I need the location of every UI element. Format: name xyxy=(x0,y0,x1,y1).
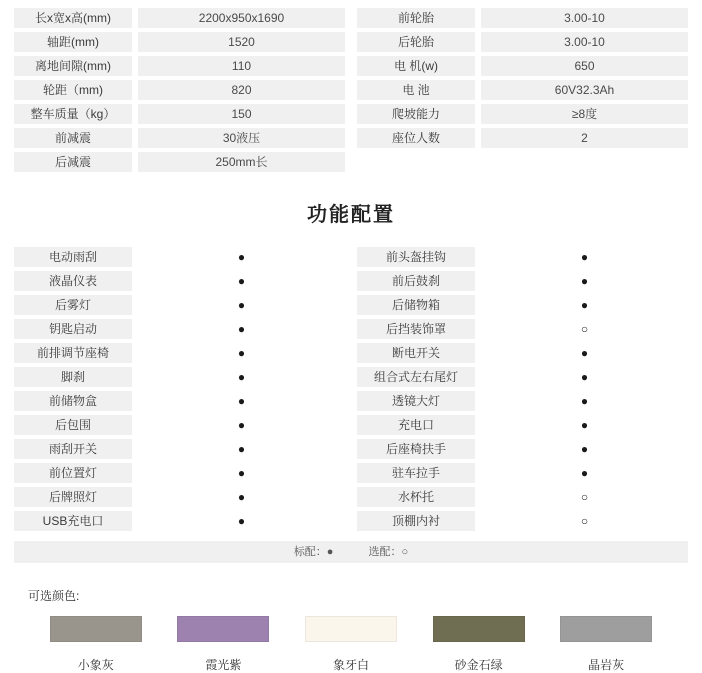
feature-mark: ● xyxy=(580,370,589,384)
feature-row xyxy=(357,319,688,339)
color-swatch[interactable] xyxy=(50,616,142,642)
feature-mark: ● xyxy=(580,250,589,264)
color-swatch-item[interactable] xyxy=(415,616,543,673)
spec-value: 2200x950x1690 xyxy=(138,8,345,28)
spec-row-empty xyxy=(357,152,688,172)
feature-label: 驻车拉手 xyxy=(357,463,475,483)
spec-label: 长x宽x高(mm) xyxy=(14,8,132,28)
spec-row xyxy=(357,104,688,124)
color-swatch-label: 砂金石绿 xyxy=(454,658,503,672)
feature-row xyxy=(14,247,345,267)
spec-value: 1520 xyxy=(138,32,345,52)
spec-label xyxy=(357,152,475,172)
color-swatch-label: 象牙白 xyxy=(332,658,369,672)
feature-row xyxy=(14,367,345,387)
feature-label: 水杯托 xyxy=(357,487,475,507)
spec-label: 前轮胎 xyxy=(357,8,475,28)
feature-mark: ○ xyxy=(580,490,589,504)
color-swatch-row xyxy=(14,616,688,673)
feature-mark: ● xyxy=(580,274,589,288)
spec-value: 250mm长 xyxy=(138,152,345,172)
feature-label: 后包围 xyxy=(14,415,132,435)
feature-mark: ● xyxy=(237,346,246,360)
feature-label: 后挡装饰罩 xyxy=(357,319,475,339)
color-swatch[interactable] xyxy=(433,616,525,642)
legend-bar xyxy=(14,541,688,563)
spec-value: 3.00-10 xyxy=(481,8,688,28)
spec-value: 150 xyxy=(138,104,345,124)
spec-row xyxy=(357,32,688,52)
feature-row xyxy=(357,487,688,507)
feature-mark: ● xyxy=(237,274,246,288)
feature-mark: ● xyxy=(237,322,246,336)
feature-left-column xyxy=(14,247,345,535)
legend-optional: 选配：○ xyxy=(368,546,409,558)
spec-label: 后减震 xyxy=(14,152,132,172)
spec-value: 2 xyxy=(481,128,688,148)
spec-label: 轴距(mm) xyxy=(14,32,132,52)
feature-row xyxy=(14,319,345,339)
color-swatch-item[interactable] xyxy=(160,616,288,673)
feature-row xyxy=(357,415,688,435)
feature-label: 前位置灯 xyxy=(14,463,132,483)
feature-mark: ● xyxy=(237,370,246,384)
feature-mark: ● xyxy=(237,442,246,456)
feature-label: 后座椅扶手 xyxy=(357,439,475,459)
feature-row xyxy=(14,295,345,315)
feature-row xyxy=(14,487,345,507)
spec-value xyxy=(481,152,688,172)
color-swatch-label: 霞光紫 xyxy=(205,658,242,672)
spec-table xyxy=(0,0,702,176)
feature-label: USB充电口 xyxy=(14,511,132,531)
spec-row xyxy=(14,104,345,124)
feature-mark: ● xyxy=(237,514,246,528)
feature-row xyxy=(14,415,345,435)
feature-label: 前头盔挂钩 xyxy=(357,247,475,267)
feature-label: 电动雨刮 xyxy=(14,247,132,267)
feature-row xyxy=(14,391,345,411)
feature-label: 雨刮开关 xyxy=(14,439,132,459)
feature-row xyxy=(357,463,688,483)
spec-row xyxy=(357,8,688,28)
feature-mark: ● xyxy=(580,418,589,432)
spec-value: 30液压 xyxy=(138,128,345,148)
spec-row xyxy=(357,56,688,76)
feature-row xyxy=(357,295,688,315)
feature-label: 顶棚内衬 xyxy=(357,511,475,531)
feature-grid xyxy=(14,247,688,535)
feature-mark: ● xyxy=(580,466,589,480)
feature-table xyxy=(0,247,702,535)
spec-label: 后轮胎 xyxy=(357,32,475,52)
feature-mark: ● xyxy=(580,442,589,456)
spec-row xyxy=(14,32,345,52)
spec-right-column xyxy=(357,8,688,176)
spec-row xyxy=(357,128,688,148)
feature-label: 液晶仪表 xyxy=(14,271,132,291)
feature-label: 前储物盒 xyxy=(14,391,132,411)
color-swatch[interactable] xyxy=(305,616,397,642)
feature-mark: ● xyxy=(237,394,246,408)
feature-row xyxy=(357,367,688,387)
spec-label: 轮距（mm) xyxy=(14,80,132,100)
color-swatch-item[interactable] xyxy=(542,616,670,673)
color-swatch[interactable] xyxy=(177,616,269,642)
feature-row xyxy=(357,439,688,459)
feature-mark: ● xyxy=(580,346,589,360)
color-options-title: 可选颜色: xyxy=(28,589,80,603)
spec-label: 电 机(w) xyxy=(357,56,475,76)
feature-row xyxy=(357,391,688,411)
feature-mark: ● xyxy=(237,250,246,264)
spec-row xyxy=(14,56,345,76)
spec-grid xyxy=(14,8,688,176)
color-swatch-item[interactable] xyxy=(32,616,160,673)
color-swatch-item[interactable] xyxy=(287,616,415,673)
spec-row xyxy=(357,80,688,100)
feature-mark: ● xyxy=(580,394,589,408)
feature-label: 前排调节座椅 xyxy=(14,343,132,363)
spec-label: 座位人数 xyxy=(357,128,475,148)
color-swatch[interactable] xyxy=(560,616,652,642)
color-options xyxy=(0,587,702,673)
feature-label: 透镜大灯 xyxy=(357,391,475,411)
feature-mark: ● xyxy=(237,298,246,312)
feature-label: 后牌照灯 xyxy=(14,487,132,507)
spec-value: 110 xyxy=(138,56,345,76)
spec-value: 820 xyxy=(138,80,345,100)
feature-label: 断电开关 xyxy=(357,343,475,363)
spec-label: 电 池 xyxy=(357,80,475,100)
spec-value: ≥8度 xyxy=(481,104,688,124)
feature-mark: ● xyxy=(237,418,246,432)
feature-row xyxy=(14,271,345,291)
feature-label: 组合式左右尾灯 xyxy=(357,367,475,387)
feature-row xyxy=(14,511,345,531)
feature-row xyxy=(14,439,345,459)
feature-mark: ○ xyxy=(580,514,589,528)
feature-label: 后储物箱 xyxy=(357,295,475,315)
feature-mark: ○ xyxy=(580,322,589,336)
spec-label: 离地间隙(mm) xyxy=(14,56,132,76)
spec-value: 60V32.3Ah xyxy=(481,80,688,100)
feature-label: 充电口 xyxy=(357,415,475,435)
feature-row xyxy=(357,271,688,291)
feature-row xyxy=(14,343,345,363)
feature-row xyxy=(14,463,345,483)
color-swatch-label: 小象灰 xyxy=(77,658,114,672)
feature-row xyxy=(357,247,688,267)
spec-value: 650 xyxy=(481,56,688,76)
feature-mark: ● xyxy=(237,490,246,504)
spec-label: 前减震 xyxy=(14,128,132,148)
legend-standard: 标配：● xyxy=(293,546,334,558)
spec-row xyxy=(14,152,345,172)
spec-label: 整车质量（kg） xyxy=(14,104,132,124)
feature-row xyxy=(357,343,688,363)
page-title: 功能配置 xyxy=(307,204,395,226)
feature-mark: ● xyxy=(580,298,589,312)
color-swatch-label: 晶岩灰 xyxy=(588,658,625,672)
feature-label: 钥匙启动 xyxy=(14,319,132,339)
feature-label: 前后鼓刹 xyxy=(357,271,475,291)
spec-value: 3.00-10 xyxy=(481,32,688,52)
spec-label: 爬坡能力 xyxy=(357,104,475,124)
spec-left-column xyxy=(14,8,345,176)
feature-label: 后雾灯 xyxy=(14,295,132,315)
spec-row xyxy=(14,8,345,28)
feature-mark: ● xyxy=(237,466,246,480)
feature-label: 脚刹 xyxy=(14,367,132,387)
spec-row xyxy=(14,128,345,148)
feature-row xyxy=(357,511,688,531)
feature-right-column xyxy=(357,247,688,535)
spec-row xyxy=(14,80,345,100)
